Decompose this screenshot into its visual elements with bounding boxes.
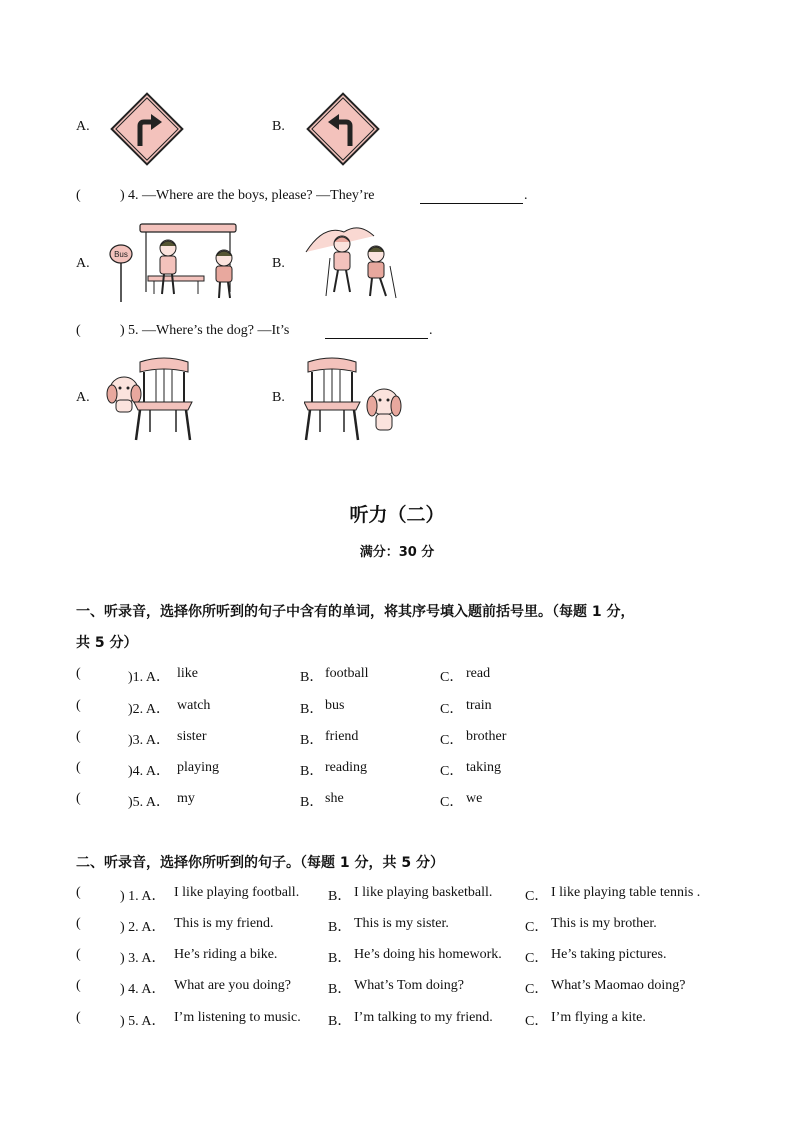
bus-stop-children-image: [106, 222, 240, 304]
q4-question-text: 4. —Where are the boys, please? —They’re: [128, 188, 375, 203]
option-c-text: taking: [466, 760, 501, 775]
option-b-label: B．: [328, 1014, 352, 1029]
turn-left-sign-icon: [304, 90, 382, 168]
q4-answer-blank[interactable]: [420, 191, 523, 204]
option-c-label: C．: [525, 920, 549, 935]
option-b-text: reading: [325, 760, 367, 775]
option-b-text: football: [325, 666, 369, 681]
option-b-label: B．: [328, 889, 352, 904]
item-number: )4. A．: [128, 764, 170, 779]
item-number: )2. A．: [128, 702, 170, 717]
dog-behind-chair-image: [104, 354, 196, 442]
listening-part-title: 听力（二）: [349, 504, 445, 526]
q3-option-a-label: A.: [76, 119, 90, 134]
option-a-text: What are you doing?: [174, 978, 292, 993]
turn-right-sign-icon: [108, 90, 186, 168]
bus-sign-text: Bus: [114, 250, 128, 259]
answer-bracket-open[interactable]: (: [76, 666, 81, 681]
item-number: )3. A．: [128, 733, 170, 748]
option-c-text: I like playing table tennis .: [551, 885, 701, 900]
answer-bracket-open[interactable]: (: [76, 978, 81, 993]
option-b-text: I’m talking to my friend.: [354, 1010, 493, 1025]
option-b-text: she: [325, 791, 344, 806]
q3-option-b-label: B.: [272, 119, 285, 134]
section1-heading-line2: 共 5 分）: [76, 635, 138, 651]
dog-beside-chair-image: [304, 354, 414, 442]
option-c-label: C．: [440, 795, 464, 810]
option-c-text: He’s taking pictures.: [551, 947, 667, 962]
item-number: )1. A．: [128, 670, 170, 685]
answer-bracket-open[interactable]: (: [76, 947, 81, 962]
option-a-text: playing: [177, 760, 219, 775]
item-number: ) 2. A．: [120, 920, 166, 935]
option-b-label: B．: [300, 764, 324, 779]
option-c-text: train: [466, 698, 492, 713]
option-c-label: C．: [525, 1014, 549, 1029]
option-a-text: I like playing football.: [174, 885, 300, 900]
option-a-text: sister: [177, 729, 207, 744]
hiking-boys-image: [304, 222, 414, 302]
q5-paren-open: (: [76, 323, 81, 338]
option-c-label: C．: [525, 889, 549, 904]
option-c-text: I’m flying a kite.: [551, 1010, 646, 1025]
option-c-label: C．: [525, 982, 549, 997]
option-c-text: This is my brother.: [551, 916, 657, 931]
option-c-label: C．: [440, 764, 464, 779]
answer-bracket-open[interactable]: (: [76, 1010, 81, 1025]
q5-answer-blank[interactable]: [325, 326, 428, 339]
option-c-text: we: [466, 791, 483, 806]
option-b-text: He’s doing his homework.: [354, 947, 502, 962]
option-a-text: watch: [177, 698, 211, 713]
option-b-text: bus: [325, 698, 345, 713]
item-number: ) 5. A．: [120, 1014, 166, 1029]
answer-bracket-open[interactable]: (: [76, 885, 81, 900]
answer-bracket-open[interactable]: (: [76, 729, 81, 744]
option-c-text: brother: [466, 729, 507, 744]
item-number: )5. A．: [128, 795, 170, 810]
option-b-label: B．: [300, 702, 324, 717]
option-c-label: C．: [440, 733, 464, 748]
option-a-text: my: [177, 791, 195, 806]
q4-option-a-label: A.: [76, 256, 90, 271]
item-number: ) 4. A．: [120, 982, 166, 997]
option-b-label: B．: [328, 951, 352, 966]
q4-period: .: [524, 188, 528, 203]
answer-bracket-open[interactable]: (: [76, 916, 81, 931]
q5-option-a-label: A.: [76, 390, 90, 405]
option-c-text: read: [466, 666, 491, 681]
option-b-text: friend: [325, 729, 359, 744]
option-c-text: What’s Maomao doing?: [551, 978, 686, 993]
full-score-label: 满分：30 分: [359, 545, 435, 560]
q4-paren-open: (: [76, 188, 81, 203]
option-b-label: B．: [300, 795, 324, 810]
item-number: ) 1. A．: [120, 889, 166, 904]
option-a-text: like: [177, 666, 198, 681]
q5-period: .: [429, 323, 433, 338]
option-a-text: I’m listening to music.: [174, 1010, 301, 1025]
section1-heading-line1: 一、听录音，选择你所听到的句子中含有的单词，将其序号填入题前括号里。（每题 1 分，: [76, 604, 635, 620]
option-b-label: B．: [328, 920, 352, 935]
option-b-label: B．: [300, 733, 324, 748]
section2-heading: 二、听录音，选择你所听到的句子。（每题 1 分，共 5 分）: [76, 855, 444, 871]
item-number: ) 3. A．: [120, 951, 166, 966]
option-b-label: B．: [300, 670, 324, 685]
answer-bracket-open[interactable]: (: [76, 760, 81, 775]
option-a-text: He’s riding a bike.: [174, 947, 278, 962]
answer-bracket-open[interactable]: (: [76, 698, 81, 713]
option-c-label: C．: [440, 670, 464, 685]
option-b-label: B．: [328, 982, 352, 997]
option-c-label: C．: [440, 702, 464, 717]
answer-bracket-open[interactable]: (: [76, 791, 81, 806]
option-b-text: What’s Tom doing?: [354, 978, 464, 993]
q5-question-text: 5. —Where’s the dog? —It’s: [128, 323, 290, 338]
option-c-label: C．: [525, 951, 549, 966]
q4-option-b-label: B.: [272, 256, 285, 271]
q5-option-b-label: B.: [272, 390, 285, 405]
option-b-text: This is my sister.: [354, 916, 449, 931]
q4-paren-close: ): [120, 188, 125, 203]
option-b-text: I like playing basketball.: [354, 885, 493, 900]
q5-paren-close: ): [120, 323, 125, 338]
option-a-text: This is my friend.: [174, 916, 274, 931]
